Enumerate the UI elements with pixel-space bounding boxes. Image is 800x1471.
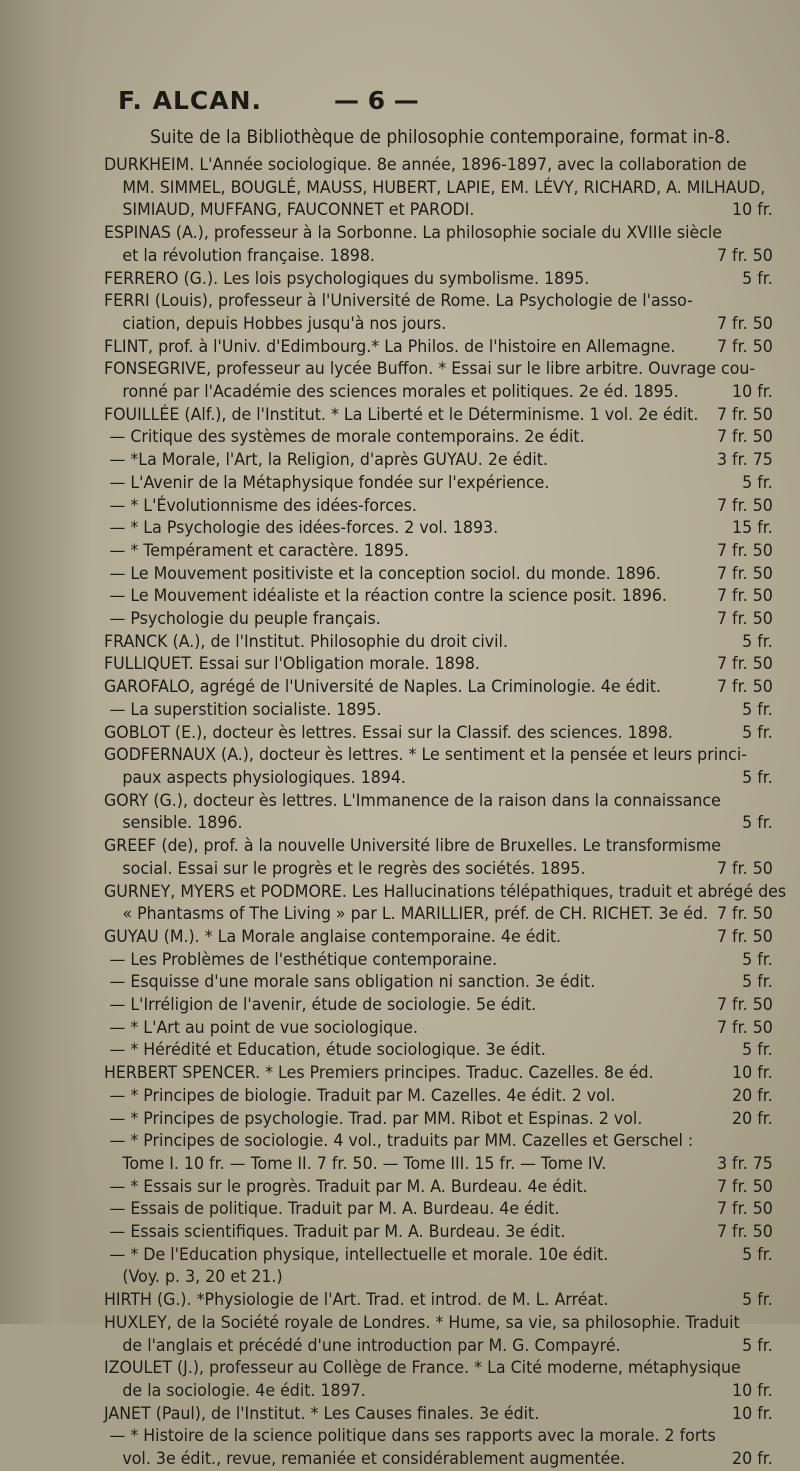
entry-text: — * Histoire de la science politique dans ses rapports avec la morale. 2 forts [109, 1426, 716, 1447]
entry-text: FERRERO (G.). Les lois psychologiques du symbolisme. 1895. [104, 268, 590, 289]
catalog-entry-line [104, 653, 773, 676]
entry-price: 5 fr. [742, 813, 773, 834]
entry-text: — Esquisse d'une morale sans obligation ni sanction. 3e édit. [109, 972, 596, 993]
entry-price: 5 fr. [742, 472, 773, 493]
catalog-entry-line [104, 1244, 773, 1267]
catalog-entry-line [104, 336, 773, 359]
entry-text: FLINT, prof. à l'Univ. d'Edimbourg.* La Philos. de l'histoire en Allemagne. [104, 336, 676, 357]
entry-text: — * Principes de sociologie. 4 vol., traduits par MM. Cazelles et Gerschel : [109, 1131, 694, 1152]
catalog-entry-line [104, 495, 773, 518]
catalog-entry-line [104, 563, 773, 586]
catalog-entry-line [104, 1448, 773, 1471]
entry-price: 7 fr. 50 [716, 1222, 773, 1243]
entry-text: « Phantasms of The Living » par L. MARILLIER, préf. de CH. RICHET. 3e éd. [122, 904, 709, 925]
page-number: — 6 — [334, 86, 419, 115]
entry-price: 7 fr. 50 [716, 1176, 773, 1197]
catalog-entry-line [104, 790, 773, 813]
catalog-entry-line [104, 540, 773, 563]
catalog-entry-line [104, 1017, 773, 1040]
catalog-entry-line [104, 199, 773, 222]
entry-price: 10 fr. [732, 382, 773, 403]
catalog-entry-line [104, 1062, 773, 1085]
entry-text: — Le Mouvement positiviste et la conception sociol. du monde. 1896. [109, 563, 661, 584]
catalog-entry-line [104, 903, 773, 926]
entry-text: FERRI (Louis), professeur à l'Université de Rome. La Psychologie de l'asso- [104, 291, 693, 312]
entry-text: HERBERT SPENCER. * Les Premiers principes. Traduc. Cazelles. 8e éd. [104, 1063, 654, 1084]
entry-price: 7 fr. 50 [716, 609, 773, 630]
catalog-entry-line [104, 699, 773, 722]
catalog-entry-line [104, 1312, 773, 1335]
entry-price: 5 fr. [742, 949, 773, 970]
page-header [104, 86, 772, 126]
catalog-entry-line [104, 812, 773, 835]
entry-text: de l'anglais et précédé d'une introduction par M. G. Compayré. [122, 1335, 621, 1356]
entry-price: 7 fr. 50 [716, 858, 773, 879]
catalog-entry-line [104, 1357, 773, 1380]
entry-text: sensible. 1896. [122, 813, 243, 834]
entry-text: FULLIQUET. Essai sur l'Obligation morale. 1898. [104, 654, 480, 675]
catalog-entry-line [104, 971, 773, 994]
catalog-entry-line [104, 222, 773, 245]
catalog-entry-line [104, 449, 773, 472]
catalog-entry-line [104, 926, 773, 949]
entry-text: — Le Mouvement idéaliste et la réaction contre la science posit. 1896. [109, 586, 667, 607]
entry-text: — L'Irréligion de l'avenir, étude de sociologie. 5e édit. [109, 995, 537, 1016]
catalog-entry-line [104, 1335, 773, 1358]
entry-text: — * Hérédité et Education, étude sociologique. 3e édit. [109, 1040, 546, 1061]
entry-price: 7 fr. 50 [716, 245, 773, 266]
entry-text: ronné par l'Académie des sciences morales et politiques. 2e éd. 1895. [122, 382, 679, 403]
entry-text: — Critique des systèmes de morale contemporains. 2e édit. [109, 427, 585, 448]
entry-text: FRANCK (A.), de l'Institut. Philosophie du droit civil. [104, 631, 508, 652]
catalog-entry-line [104, 177, 773, 200]
entry-text: — Essais de politique. Traduit par M. A. Burdeau. 4e édit. [109, 1199, 560, 1220]
entry-text: — La superstition socialiste. 1895. [109, 699, 382, 720]
page-subtitle: Suite de la Bibliothèque de philosophie contemporaine, format in-8. [150, 126, 731, 148]
entry-price: 5 fr. [742, 699, 773, 720]
entry-text: — * Tempérament et caractère. 1895. [109, 540, 410, 561]
entry-price: 10 fr. [732, 1063, 773, 1084]
entry-price: 5 fr. [742, 1290, 773, 1311]
catalog-entry-line [104, 722, 773, 745]
entry-text: — * L'Évolutionnisme des idées-forces. [109, 495, 417, 516]
entry-price: 7 fr. 50 [716, 540, 773, 561]
catalog-entry-line [104, 1198, 773, 1221]
catalog-entry-line [104, 585, 773, 608]
catalog-entry-line [104, 154, 773, 177]
entry-price: 20 fr. [732, 1449, 773, 1470]
catalog-entry-line [104, 1176, 773, 1199]
entry-price: 5 fr. [742, 268, 773, 289]
catalog-entry-line [104, 949, 773, 972]
entry-text: — * Essais sur le progrès. Traduit par M. A. Burdeau. 4e édit. [109, 1176, 588, 1197]
entry-text: — L'Avenir de la Métaphysique fondée sur l'expérience. [109, 472, 550, 493]
catalog-entry-line [104, 381, 773, 404]
entry-text: Tome I. 10 fr. — Tome II. 7 fr. 50. — Tome III. 15 fr. — Tome IV. [122, 1153, 607, 1174]
entry-text: GAROFALO, agrégé de l'Université de Naples. La Criminologie. 4e édit. [104, 677, 662, 698]
entry-text: — Essais scientifiques. Traduit par M. A. Burdeau. 3e édit. [109, 1222, 566, 1243]
entry-text: — Psychologie du peuple français. [109, 609, 381, 630]
catalog-entry-line [104, 1130, 773, 1153]
entry-text: IZOULET (J.), professeur au Collège de France. * La Cité moderne, métaphysique [104, 1358, 741, 1379]
entry-text: vol. 3e édit., revue, remaniée et considérablement augmentée. [122, 1449, 626, 1470]
entry-price: 7 fr. 50 [716, 995, 773, 1016]
entry-price: 7 fr. 50 [716, 427, 773, 448]
entry-text: — * La Psychologie des idées-forces. 2 vol. 1893. [109, 518, 499, 539]
entry-price: 7 fr. 50 [716, 904, 773, 925]
catalog-entry-line [104, 472, 773, 495]
entry-text: — * Principes de biologie. Traduit par M. Cazelles. 4e édit. 2 vol. [109, 1085, 616, 1106]
entry-price: 7 fr. 50 [716, 1017, 773, 1038]
entry-text: — *La Morale, l'Art, la Religion, d'après GUYAU. 2e édit. [109, 450, 549, 471]
entry-text: GODFERNAUX (A.), docteur ès lettres. * Le sentiment et la pensée et leurs princi- [104, 745, 747, 766]
catalog-entry-line [104, 426, 773, 449]
catalog-entry-line [104, 676, 773, 699]
entry-text: social. Essai sur le progrès et le regrès des sociétés. 1895. [122, 858, 586, 879]
catalog-entry-line [104, 1085, 773, 1108]
catalog-entry-line [104, 1039, 773, 1062]
entry-text: SIMIAUD, MUFFANG, FAUCONNET et PARODI. [122, 200, 475, 221]
entry-text: — Les Problèmes de l'esthétique contemporaine. [109, 949, 498, 970]
catalog-entry-line [104, 268, 773, 291]
entry-price: 5 fr. [742, 1244, 773, 1265]
catalog-entry-line [104, 1221, 773, 1244]
entry-text: MM. SIMMEL, BOUGLÉ, MAUSS, HUBERT, LAPIE, EM. LÉVY, RICHARD, A. MILHAUD, [122, 177, 766, 198]
catalog-entry-line [104, 767, 773, 790]
entry-price: 5 fr. [742, 1335, 773, 1356]
entry-price: 5 fr. [742, 722, 773, 743]
entry-price: 7 fr. 50 [716, 654, 773, 675]
entry-price: 20 fr. [732, 1085, 773, 1106]
entry-text: JANET (Paul), de l'Institut. * Les Causes finales. 3e édit. [104, 1403, 540, 1424]
entry-price: 7 fr. 50 [716, 926, 773, 947]
page-binding-shadow [0, 0, 90, 1324]
catalog-entry-line [104, 858, 773, 881]
catalog-entries [104, 154, 787, 1471]
entry-price: 7 fr. 50 [716, 563, 773, 584]
entry-price: 20 fr. [732, 1108, 773, 1129]
catalog-entry-line [104, 1153, 773, 1176]
entry-price: 10 fr. [732, 1403, 773, 1424]
entry-text: GREEF (de), prof. à la nouvelle Université libre de Bruxelles. Le transformisme [104, 836, 722, 857]
entry-text: HIRTH (G.). *Physiologie de l'Art. Trad. et introd. de M. L. Arréat. [104, 1290, 609, 1311]
entry-text: GUYAU (M.). * La Morale anglaise contemporaine. 4e édit. [104, 926, 562, 947]
entry-text: (Voy. p. 3, 20 et 21.) [122, 1267, 283, 1288]
entry-price: 5 fr. [742, 767, 773, 788]
catalog-entry-line [104, 631, 773, 654]
entry-price: 15 fr. [732, 518, 773, 539]
catalog-entry-line [104, 313, 773, 336]
catalog-entry-line [104, 835, 773, 858]
entry-price: 7 fr. 50 [716, 495, 773, 516]
entry-text: FOUILLÉE (Alf.), de l'Institut. * La Liberté et le Déterminisme. 1 vol. 2e édit. [104, 404, 699, 425]
entry-price: 7 fr. 50 [716, 586, 773, 607]
entry-price: 7 fr. 50 [716, 677, 773, 698]
catalog-entry-line [104, 358, 773, 381]
entry-text: — * De l'Education physique, intellectuelle et morale. 10e édit. [109, 1244, 609, 1265]
catalog-entry-line [104, 404, 773, 427]
entry-price: 7 fr. 50 [716, 336, 773, 357]
entry-price: 5 fr. [742, 1040, 773, 1061]
entry-text: et la révolution française. 1898. [122, 245, 375, 266]
entry-price: 7 fr. 50 [716, 1199, 773, 1220]
catalog-entry-line [104, 517, 773, 540]
entry-text: paux aspects physiologiques. 1894. [122, 767, 406, 788]
entry-price: 10 fr. [732, 200, 773, 221]
entry-price: 7 fr. 50 [716, 404, 773, 425]
entry-price: 3 fr. 75 [716, 450, 773, 471]
entry-text: de la sociologie. 4e édit. 1897. [122, 1380, 366, 1401]
entry-text: ciation, depuis Hobbes jusqu'à nos jours. [122, 313, 447, 334]
catalog-entry-line [104, 1403, 773, 1426]
entry-text: GURNEY, MYERS et PODMORE. Les Hallucinations télépathiques, traduit et abrégé des [104, 881, 787, 902]
entry-text: GORY (G.), docteur ès lettres. L'Immanence de la raison dans la connaissance [104, 790, 721, 811]
catalog-entry-line [104, 290, 773, 313]
entry-text: FONSEGRIVE, professeur au lycée Buffon. * Essai sur le libre arbitre. Ouvrage cou- [104, 359, 756, 380]
entry-text: — * Principes de psychologie. Trad. par MM. Ribot et Espinas. 2 vol. [109, 1108, 643, 1129]
entry-price: 5 fr. [742, 972, 773, 993]
catalog-entry-line [104, 1108, 773, 1131]
catalog-entry-line [104, 994, 773, 1017]
entry-price: 7 fr. 50 [716, 313, 773, 334]
entry-text: GOBLOT (E.), docteur ès lettres. Essai sur la Classif. des sciences. 1898. [104, 722, 673, 743]
entry-price: 5 fr. [742, 631, 773, 652]
catalog-entry-line [104, 608, 773, 631]
catalog-entry-line [104, 1289, 773, 1312]
entry-text: DURKHEIM. L'Année sociologique. 8e année, 1896-1897, avec la collaboration de [104, 155, 747, 175]
catalog-entry-line [104, 245, 773, 268]
entry-text: — * L'Art au point de vue sociologique. [109, 1017, 419, 1038]
catalog-entry-line [104, 1425, 773, 1448]
entry-text: HUXLEY, de la Société royale de Londres. * Hume, sa vie, sa philosophie. Traduit [104, 1312, 740, 1333]
publisher-name: F. ALCAN. [118, 86, 262, 115]
catalog-entry-line [104, 1266, 773, 1289]
entry-price: 3 fr. 75 [716, 1153, 773, 1174]
catalog-entry-line [104, 1380, 773, 1403]
entry-text: ESPINAS (A.), professeur à la Sorbonne. La philosophie sociale du XVIIIe siècle [104, 223, 723, 244]
catalog-entry-line [104, 744, 773, 767]
catalog-entry-line [104, 881, 787, 904]
entry-price: 10 fr. [732, 1380, 773, 1401]
